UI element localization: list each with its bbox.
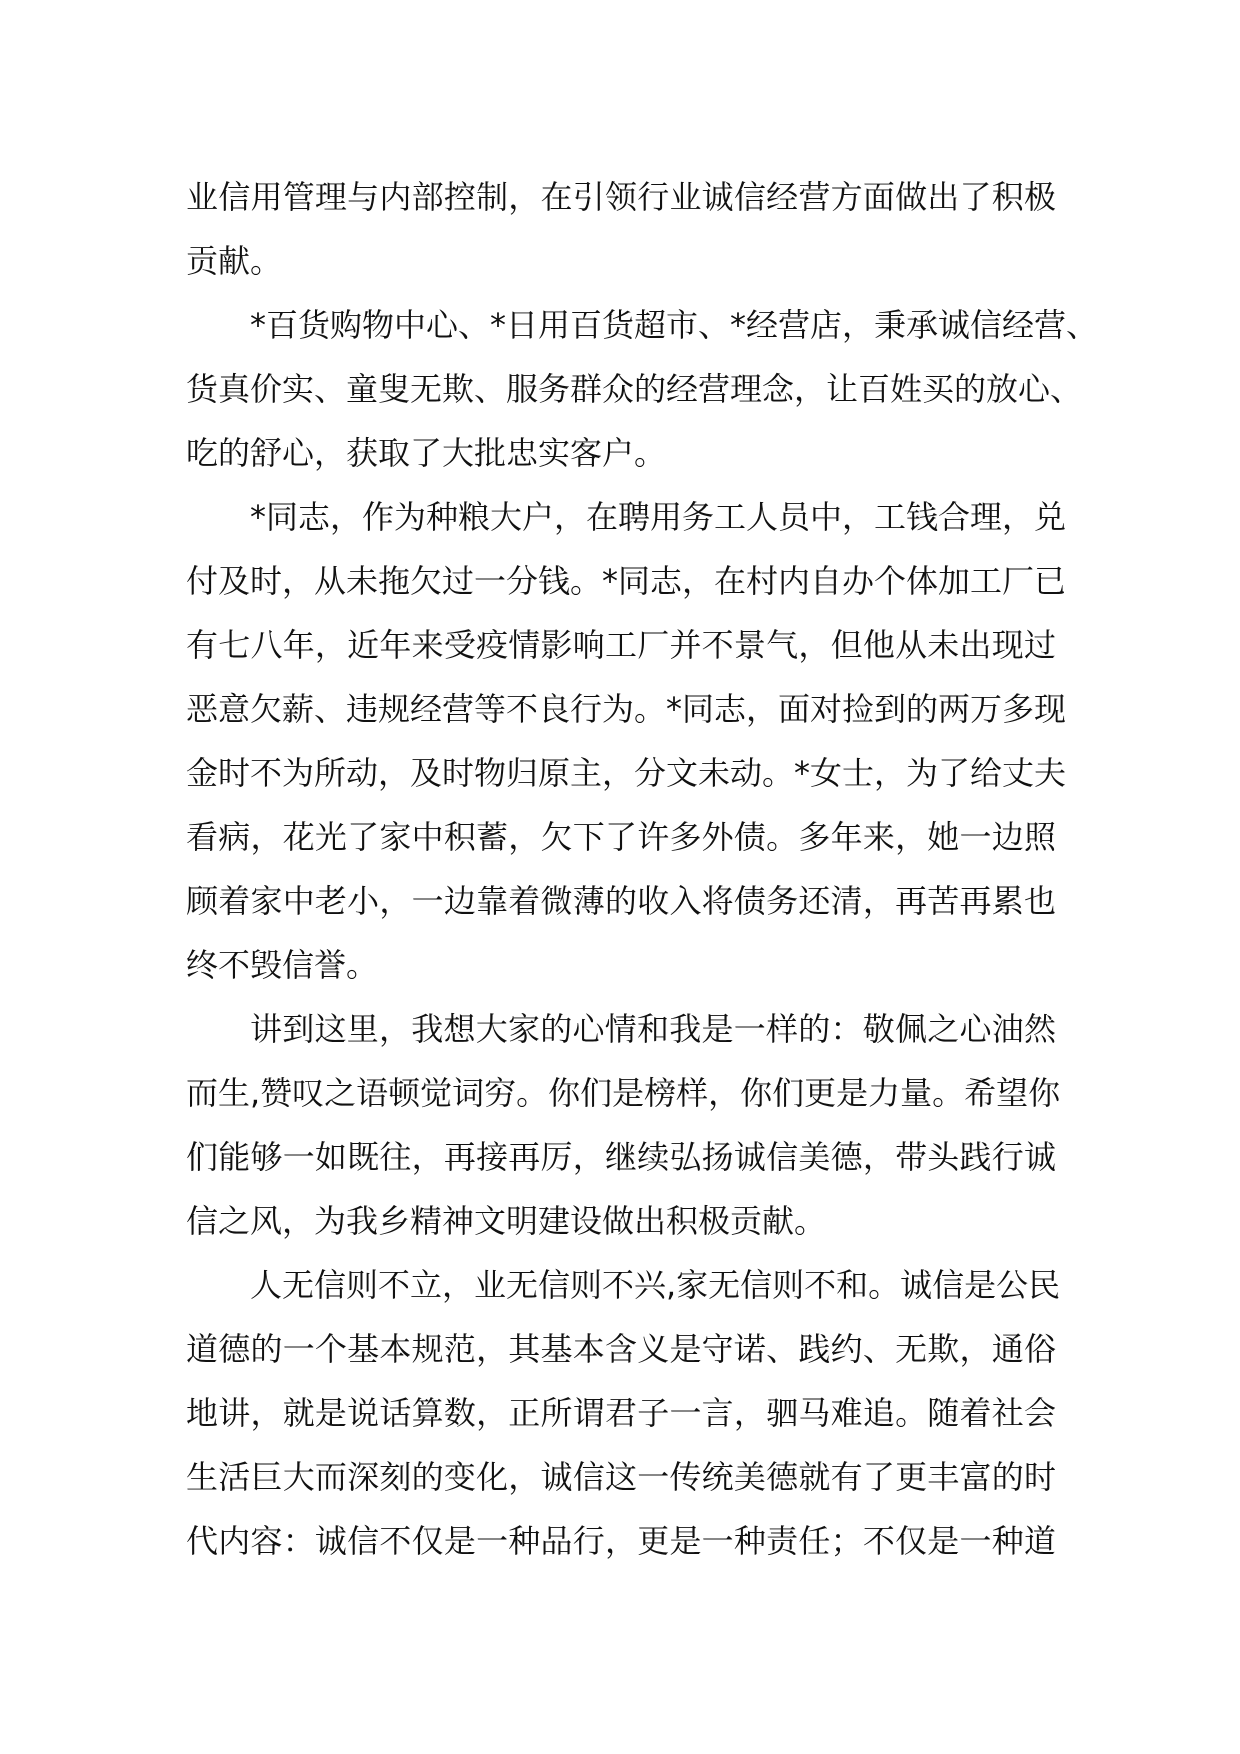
text-line: 货真价实、童叟无欺、服务群众的经营理念，让百姓买的放心、 [186,370,1083,408]
text-line: 看病，花光了家中积蓄，欠下了许多外债。多年来，她一边照 [186,818,1056,856]
text-line: 们能够一如既往，再接再厉，继续弘扬诚信美德，带头践行诚 [186,1138,1056,1176]
paragraph [186,485,1067,997]
paragraph [186,293,1099,485]
text-line: 地讲，就是说话算数，正所谓君子一言，驷马难追。随着社会 [186,1394,1056,1432]
paragraph [186,165,1056,293]
text-line: 恶意欠薪、违规经营等不良行为。*同志，面对捡到的两万多现 [186,690,1067,728]
text-line: *百货购物中心、*日用百货超市、*经营店，秉承诚信经营、 [250,306,1099,344]
text-line: 生活巨大而深刻的变化，诚信这一传统美德就有了更丰富的时 [186,1458,1056,1496]
text-line: 业信用管理与内部控制，在引领行业诚信经营方面做出了积极 [186,178,1056,216]
text-line: 有七八年，近年来受疫情影响工厂并不景气，但他从未出现过 [186,626,1056,664]
text-line: 信之风，为我乡精神文明建设做出积极贡献。 [186,1202,827,1240]
text-line: *同志，作为种粮大户，在聘用务工人员中，工钱合理，兑 [250,498,1067,536]
text-line: 金时不为所动，及时物归原主，分文未动。*女士，为了给丈夫 [186,754,1067,792]
text-line: 贡献。 [186,242,283,280]
text-line: 付及时，从未拖欠过一分钱。*同志，在村内自办个体加工厂已 [186,562,1067,600]
text-line: 终不毁信誉。 [186,946,379,984]
text-line: 吃的舒心，获取了大批忠实客户。 [186,434,667,472]
text-line: 代内容：诚信不仅是一种品行，更是一种责任；不仅是一种道 [186,1522,1056,1560]
text-line: 而生,赞叹之语顿觉词穷。你们是榜样，你们更是力量。希望你 [186,1074,1061,1112]
text-line: 讲到这里，我想大家的心情和我是一样的：敬佩之心油然 [250,1010,1056,1048]
paragraph [186,1253,1061,1573]
paragraph [186,997,1061,1253]
text-line: 人无信则不立，业无信则不兴,家无信则不和。诚信是公民 [250,1266,1061,1304]
text-line: 顾着家中老小，一边靠着微薄的收入将债务还清，再苦再累也 [186,882,1056,920]
text-line: 道德的一个基本规范，其基本含义是守诺、践约、无欺，通俗 [186,1330,1056,1368]
document-body [186,165,1099,1573]
